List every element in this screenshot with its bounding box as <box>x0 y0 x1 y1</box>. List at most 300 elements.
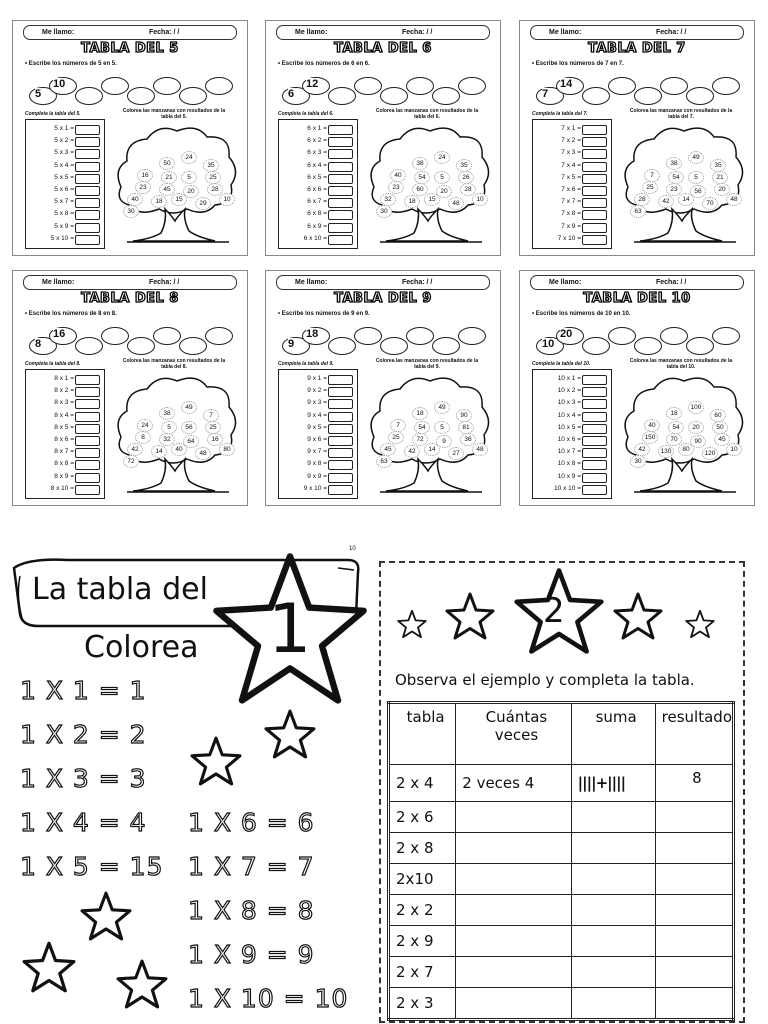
apple[interactable]: 27 <box>448 447 464 460</box>
apple[interactable]: 25 <box>205 171 221 184</box>
sequence-circle <box>432 337 460 355</box>
apple[interactable]: 24 <box>181 151 197 164</box>
apple[interactable]: 81 <box>458 421 474 434</box>
cell-suma[interactable] <box>571 895 655 926</box>
equation: 1 X 10 = 10 <box>188 984 349 1013</box>
row-equation: 10 x 9 = <box>557 472 581 480</box>
apple[interactable]: 48 <box>448 197 464 210</box>
answer-box[interactable] <box>75 162 100 172</box>
apple[interactable]: 7 <box>390 419 406 432</box>
apple[interactable]: 45 <box>714 433 730 446</box>
answer-box[interactable] <box>75 235 100 245</box>
answer-box[interactable] <box>582 460 607 470</box>
answer-box[interactable] <box>328 235 353 245</box>
apple[interactable]: 9 <box>436 435 452 448</box>
sequence-circle <box>582 337 610 355</box>
answer-box[interactable] <box>328 186 353 196</box>
apple[interactable]: 24 <box>434 151 450 164</box>
answer-box[interactable] <box>75 460 100 470</box>
cell-suma[interactable] <box>571 988 655 1020</box>
apple[interactable]: 16 <box>137 169 153 182</box>
apple[interactable]: 18 <box>412 407 428 420</box>
apple[interactable]: 32 <box>159 433 175 446</box>
apple[interactable]: 70 <box>702 197 718 210</box>
apple[interactable]: 48 <box>726 193 742 206</box>
apple[interactable]: 5 <box>434 421 450 434</box>
answer-box[interactable] <box>328 448 353 458</box>
answer-box[interactable] <box>328 412 353 422</box>
apple[interactable]: 32 <box>380 193 396 206</box>
apple[interactable]: 29 <box>195 197 211 210</box>
apple[interactable]: 90 <box>690 435 706 448</box>
cell-veces[interactable] <box>456 895 571 926</box>
answer-box[interactable] <box>75 485 100 495</box>
row-equation: 5 x 9 = <box>54 222 74 230</box>
sequence-circle <box>127 87 155 105</box>
sequence-circles <box>536 73 736 103</box>
table-row <box>279 209 357 219</box>
equation: 1 X 5 = 15 <box>20 852 164 881</box>
apple-tree <box>111 371 241 497</box>
table-row <box>279 161 357 171</box>
apple[interactable]: 7 <box>203 409 219 422</box>
apple[interactable]: 18 <box>151 195 167 208</box>
table-row <box>26 197 104 207</box>
answer-box[interactable] <box>328 436 353 446</box>
cell-resultado[interactable] <box>655 988 733 1020</box>
apple[interactable]: 25 <box>205 421 221 434</box>
sequence-circle <box>179 337 207 355</box>
apple[interactable]: 50 <box>712 421 728 434</box>
worksheet <box>12 20 248 256</box>
answer-box[interactable] <box>75 448 100 458</box>
cell-resultado[interactable] <box>655 833 733 864</box>
table-row <box>279 435 357 445</box>
apple[interactable]: 54 <box>668 421 684 434</box>
sequence-start: 10 <box>542 338 555 350</box>
apple[interactable]: 49 <box>434 401 450 414</box>
apple[interactable]: 72 <box>412 433 428 446</box>
date-label: Fecha: / / <box>149 279 180 286</box>
answer-box[interactable] <box>582 448 607 458</box>
cell-veces[interactable] <box>456 957 571 988</box>
sequence-circles <box>29 323 229 353</box>
answer-box[interactable] <box>328 485 353 495</box>
apple[interactable]: 54 <box>668 171 684 184</box>
row-equation: 5 x 7 = <box>54 198 74 206</box>
answer-box[interactable] <box>582 149 607 159</box>
apple[interactable]: 23 <box>666 183 682 196</box>
answer-box[interactable] <box>328 125 353 135</box>
table-row <box>279 234 357 244</box>
apple[interactable]: 120 <box>702 447 718 460</box>
cell-resultado[interactable] <box>655 895 733 926</box>
apple[interactable]: 45 <box>159 183 175 196</box>
cell-resultado[interactable] <box>655 864 733 895</box>
apple[interactable]: 25 <box>388 431 404 444</box>
apple[interactable]: 90 <box>456 409 472 422</box>
row-equation: 10 x 8 = <box>557 460 581 468</box>
answer-box[interactable] <box>582 485 607 495</box>
row-equation: 9 x 10 = <box>303 484 327 492</box>
answer-box[interactable] <box>582 412 607 422</box>
apple[interactable]: 10 <box>472 193 488 206</box>
apple[interactable]: 23 <box>388 181 404 194</box>
apple[interactable]: 7 <box>644 169 660 182</box>
apple[interactable]: 5 <box>161 421 177 434</box>
worksheet <box>519 20 755 256</box>
apple[interactable]: 16 <box>207 433 223 446</box>
star-icon <box>190 735 242 787</box>
apple[interactable]: 38 <box>159 407 175 420</box>
answer-box[interactable] <box>582 210 607 220</box>
answer-box[interactable] <box>328 399 353 409</box>
cell-tabla: 2 x 7 <box>389 957 456 988</box>
answer-box[interactable] <box>582 387 607 397</box>
row-equation: 6 x 2 = <box>307 137 327 145</box>
answer-box[interactable] <box>582 125 607 135</box>
name-label: Me llamo: <box>549 279 582 286</box>
answer-box[interactable] <box>75 223 100 233</box>
answer-box[interactable] <box>75 198 100 208</box>
table-row <box>533 222 611 232</box>
answer-box[interactable] <box>328 460 353 470</box>
cell-veces[interactable] <box>456 864 571 895</box>
color-label: Colorea las manzanas con resultados de la tabla del 6. <box>375 108 479 120</box>
answer-box[interactable] <box>75 149 100 159</box>
sequence-circle <box>153 77 181 95</box>
tabla1-number: 1 <box>268 590 312 669</box>
apple[interactable]: 63 <box>630 205 646 218</box>
apple[interactable]: 10 <box>726 443 742 456</box>
apple[interactable]: 30 <box>123 205 139 218</box>
instruction: • Escribe los números de 5 en 5. <box>25 61 117 67</box>
answer-box[interactable] <box>328 174 353 184</box>
apple[interactable]: 50 <box>159 157 175 170</box>
table-row <box>389 864 734 895</box>
table-row <box>389 833 734 864</box>
apple[interactable]: 21 <box>712 171 728 184</box>
table-row <box>26 459 104 469</box>
apple[interactable]: 63 <box>376 455 392 468</box>
sequence-circle <box>660 327 688 345</box>
row-equation: 10 x 10 = <box>554 484 581 492</box>
row-equation: 8 x 8 = <box>54 460 74 468</box>
table-row <box>533 423 611 433</box>
table-row <box>26 374 104 384</box>
apple[interactable]: 14 <box>424 443 440 456</box>
worksheet <box>265 270 501 506</box>
apple[interactable]: 45 <box>380 443 396 456</box>
apple[interactable]: 100 <box>688 401 704 414</box>
apple[interactable]: 42 <box>404 445 420 458</box>
tabla1-title: La tabla del <box>32 572 208 607</box>
sequence-circle <box>101 77 129 95</box>
sequence-circle <box>101 327 129 345</box>
apple[interactable]: 20 <box>436 185 452 198</box>
cell-tabla: 2 x 9 <box>389 926 456 957</box>
sequence-start: 9 <box>288 338 295 350</box>
row-equation: 9 x 6 = <box>307 436 327 443</box>
table-row <box>533 124 611 134</box>
answer-box[interactable] <box>328 137 353 147</box>
sequence-next: 16 <box>53 328 66 340</box>
row-equation: 5 x 2 = <box>54 137 74 145</box>
cell-suma[interactable] <box>571 802 655 833</box>
sequence-start: 7 <box>542 88 549 100</box>
star-icon <box>116 958 168 1010</box>
apple[interactable]: 35 <box>710 159 726 172</box>
answer-box[interactable] <box>582 235 607 245</box>
row-equation: 10 x 1 = <box>557 375 581 382</box>
apple[interactable]: 21 <box>161 171 177 184</box>
apple[interactable]: 130 <box>658 445 674 458</box>
apple[interactable]: 42 <box>634 443 650 456</box>
answer-box[interactable] <box>75 387 100 397</box>
apple[interactable]: 5 <box>434 171 450 184</box>
apple[interactable]: 42 <box>658 195 674 208</box>
apple[interactable]: 5 <box>688 171 704 184</box>
tabla2-number: 2 <box>543 591 565 631</box>
cell-veces[interactable] <box>456 988 571 1020</box>
cell-suma[interactable] <box>571 833 655 864</box>
row-equation: 7 x 1 = <box>561 125 581 132</box>
cell-veces[interactable] <box>456 926 571 957</box>
apple[interactable]: 15 <box>424 193 440 206</box>
row-equation: 5 x 5 = <box>54 173 74 181</box>
row-equation: 9 x 9 = <box>307 472 327 480</box>
table-row <box>26 484 104 494</box>
apple[interactable]: 28 <box>207 183 223 196</box>
answer-box[interactable] <box>75 473 100 483</box>
apple[interactable]: 70 <box>666 433 682 446</box>
equation: 1 X 3 = 3 <box>20 764 147 793</box>
row-equation: 6 x 7 = <box>307 198 327 206</box>
sequence-circle <box>406 77 434 95</box>
answer-box[interactable] <box>328 387 353 397</box>
answer-box[interactable] <box>582 424 607 434</box>
apple[interactable]: 72 <box>123 455 139 468</box>
row-equation: 6 x 4 = <box>307 161 327 169</box>
row-equation: 5 x 4 = <box>54 161 74 169</box>
color-label: Colorea las manzanas con resultados de la tabla del 10. <box>629 358 733 370</box>
apple[interactable]: 48 <box>472 443 488 456</box>
sequence-circles <box>282 323 482 353</box>
instruction: • Escribe los números de 9 en 9. <box>278 311 370 317</box>
answer-box[interactable] <box>328 149 353 159</box>
table-row <box>279 447 357 457</box>
sequence-circle <box>179 87 207 105</box>
cell-suma[interactable] <box>571 957 655 988</box>
table-row <box>533 148 611 158</box>
apple[interactable]: 20 <box>714 183 730 196</box>
answer-box[interactable] <box>328 198 353 208</box>
header-bar <box>530 275 744 290</box>
header-bar <box>23 275 237 290</box>
apple[interactable]: 28 <box>460 183 476 196</box>
apple[interactable]: 28 <box>634 193 650 206</box>
table-row <box>26 398 104 408</box>
row-equation: 9 x 4 = <box>307 411 327 419</box>
table-row <box>533 197 611 207</box>
row-equation: 6 x 8 = <box>307 210 327 218</box>
cell-resultado[interactable] <box>655 802 733 833</box>
cell-suma[interactable] <box>571 864 655 895</box>
apple[interactable]: 40 <box>390 169 406 182</box>
cell-veces[interactable] <box>456 833 571 864</box>
row-equation: 8 x 2 = <box>54 387 74 395</box>
cell-resultado[interactable] <box>655 926 733 957</box>
apple[interactable]: 14 <box>678 193 694 206</box>
equation: 1 X 7 = 7 <box>188 852 315 881</box>
equation: 1 X 9 = 9 <box>188 940 315 969</box>
answer-box[interactable] <box>75 210 100 220</box>
apple[interactable]: 49 <box>181 401 197 414</box>
row-equation: 7 x 2 = <box>561 137 581 145</box>
cell-suma[interactable] <box>571 926 655 957</box>
multiplication-list <box>532 119 612 249</box>
answer-box[interactable] <box>582 186 607 196</box>
apple[interactable]: 20 <box>688 421 704 434</box>
apple[interactable]: 38 <box>666 157 682 170</box>
apple[interactable]: 40 <box>127 193 143 206</box>
sequence-circle <box>712 77 740 95</box>
apple[interactable]: 25 <box>642 181 658 194</box>
tabla-del-2-section <box>379 561 745 1023</box>
answer-box[interactable] <box>75 125 100 135</box>
apple[interactable]: 30 <box>376 205 392 218</box>
apple[interactable]: 42 <box>127 443 143 456</box>
row-equation: 8 x 6 = <box>54 436 74 443</box>
sequence-circle <box>75 337 103 355</box>
table-row <box>533 161 611 171</box>
complete-label: Completa la tabla del 9. <box>278 361 334 367</box>
answer-box[interactable] <box>328 375 353 385</box>
table-row <box>26 185 104 195</box>
apple[interactable]: 38 <box>412 157 428 170</box>
cell-veces: 2 veces 4 <box>456 765 571 802</box>
apple[interactable]: 20 <box>183 185 199 198</box>
apple[interactable]: 18 <box>666 407 682 420</box>
answer-box[interactable] <box>582 223 607 233</box>
table-row <box>279 459 357 469</box>
answer-box[interactable] <box>582 399 607 409</box>
answer-box[interactable] <box>582 198 607 208</box>
apple[interactable]: 35 <box>203 159 219 172</box>
table-row <box>26 173 104 183</box>
apple[interactable]: 40 <box>171 443 187 456</box>
table-row <box>26 222 104 232</box>
row-equation: 7 x 7 = <box>561 198 581 206</box>
equation: 1 X 1 = 1 <box>20 676 147 705</box>
answer-box[interactable] <box>328 210 353 220</box>
row-equation: 5 x 8 = <box>54 210 74 218</box>
apple[interactable]: 26 <box>458 171 474 184</box>
row-equation: 8 x 10 = <box>50 484 74 492</box>
apple[interactable]: 36 <box>460 433 476 446</box>
apple[interactable]: 80 <box>678 443 694 456</box>
answer-box[interactable] <box>75 412 100 422</box>
row-equation: 9 x 3 = <box>307 399 327 407</box>
apple[interactable]: 15 <box>171 193 187 206</box>
answer-box[interactable] <box>75 399 100 409</box>
answer-box[interactable] <box>582 473 607 483</box>
apple[interactable]: 80 <box>219 443 235 456</box>
answer-box[interactable] <box>328 223 353 233</box>
apple[interactable]: 30 <box>630 455 646 468</box>
table-row <box>389 957 734 988</box>
answer-box[interactable] <box>328 162 353 172</box>
equation: 1 X 6 = 6 <box>188 808 315 837</box>
answer-box[interactable] <box>75 174 100 184</box>
answer-box[interactable] <box>582 436 607 446</box>
apple-tree <box>364 121 494 247</box>
answer-box[interactable] <box>75 375 100 385</box>
answer-box[interactable] <box>582 162 607 172</box>
answer-box[interactable] <box>75 137 100 147</box>
table-row <box>279 398 357 408</box>
table-row <box>533 374 611 384</box>
apple[interactable]: 18 <box>404 195 420 208</box>
apple-tree <box>364 371 494 497</box>
instruction: • Escribe los números de 10 en 10. <box>532 311 631 317</box>
sequence-circle <box>712 327 740 345</box>
apple[interactable]: 24 <box>137 419 153 432</box>
apple[interactable]: 60 <box>412 183 428 196</box>
apple[interactable]: 5 <box>181 171 197 184</box>
table-row <box>533 472 611 482</box>
row-equation: 9 x 1 = <box>307 375 327 382</box>
answer-box[interactable] <box>75 186 100 196</box>
apple[interactable]: 54 <box>414 421 430 434</box>
sequence-circle <box>432 87 460 105</box>
apple[interactable]: 14 <box>151 445 167 458</box>
complete-label: Completa la tabla del 6. <box>278 111 334 117</box>
answer-box[interactable] <box>582 375 607 385</box>
apple[interactable]: 40 <box>644 419 660 432</box>
apple[interactable]: 150 <box>642 431 658 444</box>
star-icon <box>445 591 495 641</box>
answer-box[interactable] <box>328 424 353 434</box>
row-equation: 10 x 6 = <box>557 436 581 443</box>
cell-veces[interactable] <box>456 802 571 833</box>
answer-box[interactable] <box>328 473 353 483</box>
apple[interactable]: 56 <box>181 421 197 434</box>
table-row <box>26 209 104 219</box>
apple[interactable]: 23 <box>135 181 151 194</box>
apple[interactable]: 48 <box>195 447 211 460</box>
row-equation: 9 x 5 = <box>307 423 327 431</box>
apple-tree <box>618 121 748 247</box>
apple[interactable]: 60 <box>710 409 726 422</box>
apple[interactable]: 64 <box>183 435 199 448</box>
apple[interactable]: 8 <box>135 431 151 444</box>
cell-tabla: 2 x 2 <box>389 895 456 926</box>
apple[interactable]: 10 <box>219 193 235 206</box>
apple[interactable]: 49 <box>688 151 704 164</box>
apple[interactable]: 35 <box>456 159 472 172</box>
header-bar <box>530 25 744 40</box>
answer-box[interactable] <box>75 424 100 434</box>
apple[interactable]: 54 <box>414 171 430 184</box>
table-row <box>533 459 611 469</box>
cell-resultado[interactable] <box>655 957 733 988</box>
apple[interactable]: 56 <box>690 185 706 198</box>
answer-box[interactable] <box>582 137 607 147</box>
row-equation: 10 x 2 = <box>557 387 581 395</box>
answer-box[interactable] <box>75 436 100 446</box>
answer-box[interactable] <box>582 174 607 184</box>
